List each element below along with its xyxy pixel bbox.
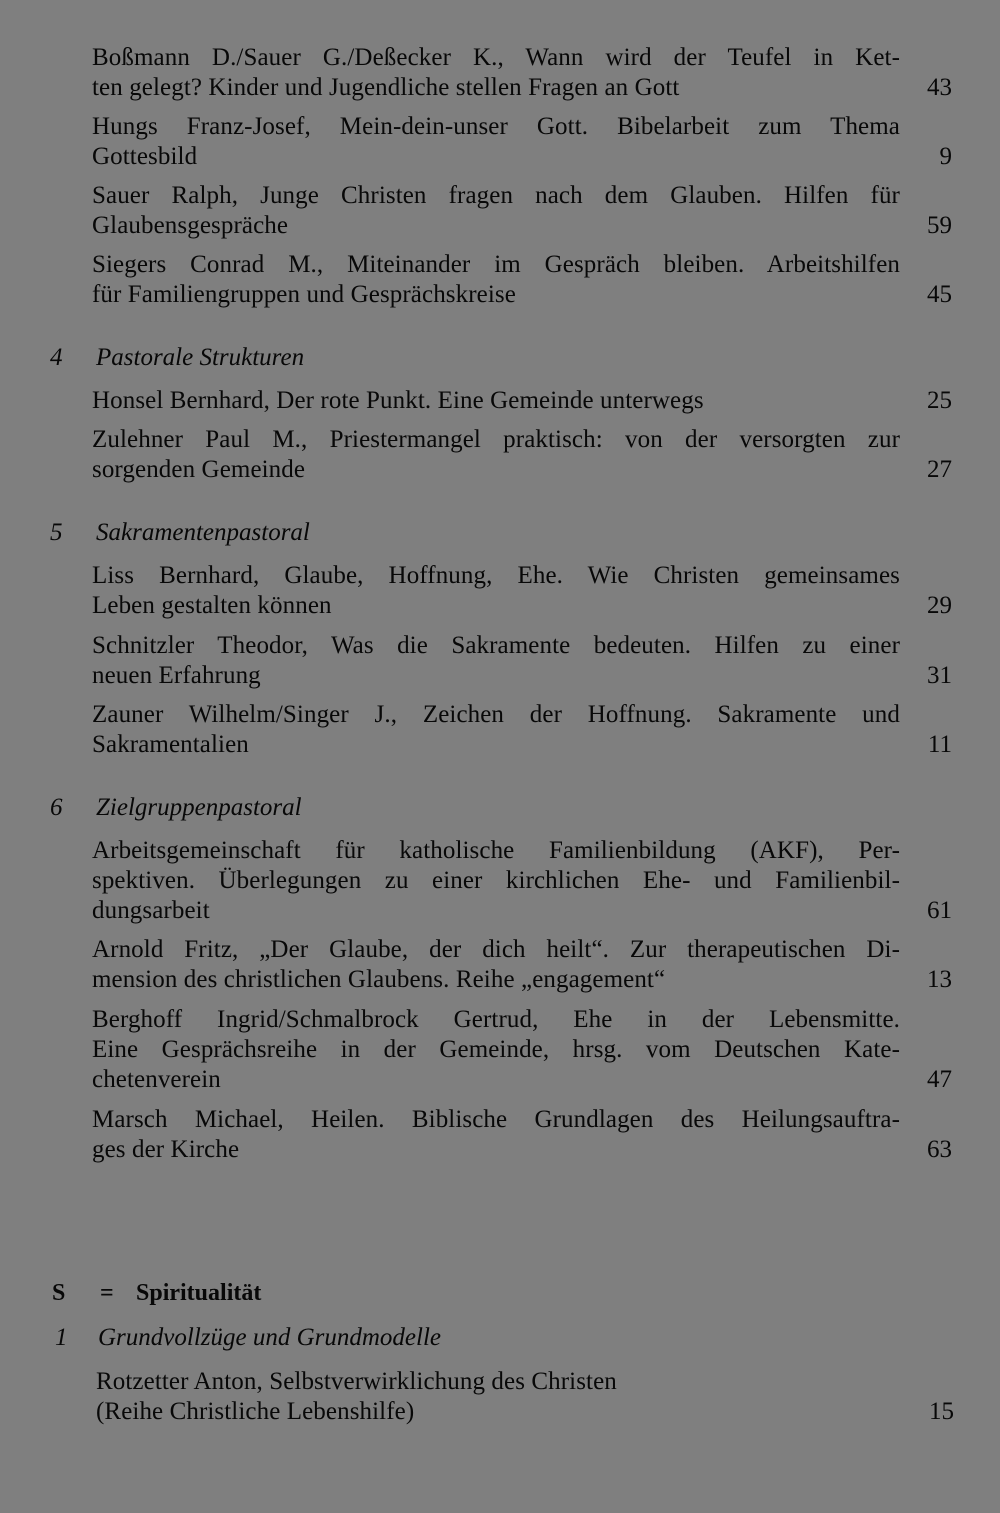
index-entry [92, 631, 900, 691]
page-number: 11 [927, 731, 952, 758]
page-number: 27 [927, 456, 952, 483]
page-number: 15 [929, 1398, 954, 1425]
section-title: Sakramentenpastoral [96, 519, 310, 546]
entry-line: Marsch Michael, Heilen. Biblische Grundlagen des Heilungsauftra- [92, 1106, 900, 1133]
entry-line: sorgenden Gemeinde [92, 456, 306, 483]
index-entry [92, 561, 900, 621]
page-number: 9 [939, 143, 952, 170]
page-number: 61 [927, 897, 952, 924]
entry-line: (Reihe Christliche Lebenshilfe) [96, 1398, 415, 1425]
category-letter: S [52, 1280, 66, 1306]
index-entry [92, 700, 900, 760]
page-number: 43 [927, 74, 952, 101]
page-number: 63 [927, 1136, 952, 1163]
section-title: Grundvollzüge und Grundmodelle [98, 1324, 442, 1351]
page-number: 47 [927, 1066, 952, 1093]
index-entry [92, 250, 900, 310]
entry-line: Sakramentalien [92, 731, 249, 758]
entry-line: Eine Gesprächsreihe in der Gemeinde, hrsg. vom Deutschen Kate- [92, 1036, 900, 1063]
entry-line: dungsarbeit [92, 897, 210, 924]
index-entry [92, 425, 900, 485]
section-title: Zielgruppenpastoral [96, 794, 302, 821]
entry-line: für Familiengruppen und Gesprächskreise [92, 281, 516, 308]
section-number: 1 [55, 1324, 68, 1351]
section-number: 4 [50, 344, 63, 371]
entry-line: Sauer Ralph, Junge Christen fragen nach dem Glauben. Hilfen für [92, 182, 900, 209]
page-number: 13 [927, 966, 952, 993]
entry-line: Liss Bernhard, Glaube, Hoffnung, Ehe. Wie Christen gemeinsames [92, 562, 900, 589]
entry-line: Hungs Franz-Josef, Mein-dein-unser Gott. Bibelarbeit zum Thema [92, 113, 900, 140]
entry-line: Gottesbild [92, 143, 198, 170]
page-number: 59 [927, 212, 952, 239]
entry-line: ten gelegt? Kinder und Jugendliche stellen Fragen an Gott [92, 74, 680, 101]
page-number: 29 [927, 592, 952, 619]
entry-line: neuen Erfahrung [92, 662, 261, 689]
entry-line: ges der Kirche [92, 1136, 240, 1163]
entry-line: Schnitzler Theodor, Was die Sakramente bedeuten. Hilfen zu einer [92, 632, 900, 659]
entry-line: Boßmann D./Sauer G./Deßecker K., Wann wird der Teufel in Ket- [92, 44, 900, 71]
entry-line: Arnold Fritz, „Der Glaube, der dich heilt“. Zur therapeutischen Di- [92, 936, 900, 963]
entry-line: Glaubensgespräche [92, 212, 289, 239]
category-equals: = [100, 1280, 114, 1306]
index-entry [92, 935, 900, 995]
index-entry [92, 181, 900, 241]
index-entry [92, 43, 900, 103]
index-entry [92, 112, 900, 172]
section-number: 6 [50, 794, 63, 821]
entry-line: spektiven. Überlegungen zu einer kirchlichen Ehe- und Familienbil- [92, 867, 900, 894]
page-number: 45 [927, 281, 952, 308]
index-entry [96, 1367, 904, 1427]
entry-line: chetenverein [92, 1066, 221, 1093]
section-number: 5 [50, 519, 63, 546]
index-entry [92, 1105, 900, 1165]
page-number: 31 [927, 662, 952, 689]
section-title: Pastorale Strukturen [96, 344, 305, 371]
entry-line: Honsel Bernhard, Der rote Punkt. Eine Gemeinde unterwegs [92, 387, 704, 414]
entry-line: mension des christlichen Glaubens. Reihe „engagement“ [92, 966, 666, 993]
entry-line: Leben gestalten können [92, 592, 332, 619]
entry-line: Arbeitsgemeinschaft für katholische Familienbildung (AKF), Per- [92, 837, 900, 864]
entry-line: Zauner Wilhelm/Singer J., Zeichen der Hoffnung. Sakramente und [92, 701, 900, 728]
entry-line: Siegers Conrad M., Miteinander im Gespräch bleiben. Arbeitshilfen [92, 251, 900, 278]
category-name: Spiritualität [136, 1280, 262, 1306]
index-entry [92, 1005, 900, 1095]
entry-line: Rotzetter Anton, Selbstverwirklichung des Christen [96, 1368, 617, 1395]
entry-line: Berghoff Ingrid/Schmalbrock Gertrud, Ehe in der Lebensmitte. [92, 1006, 900, 1033]
index-entry [92, 386, 900, 416]
index-entry [92, 836, 900, 926]
page-number: 25 [927, 387, 952, 414]
entry-line: Zulehner Paul M., Priestermangel praktisch: von der versorgten zur [92, 426, 900, 453]
